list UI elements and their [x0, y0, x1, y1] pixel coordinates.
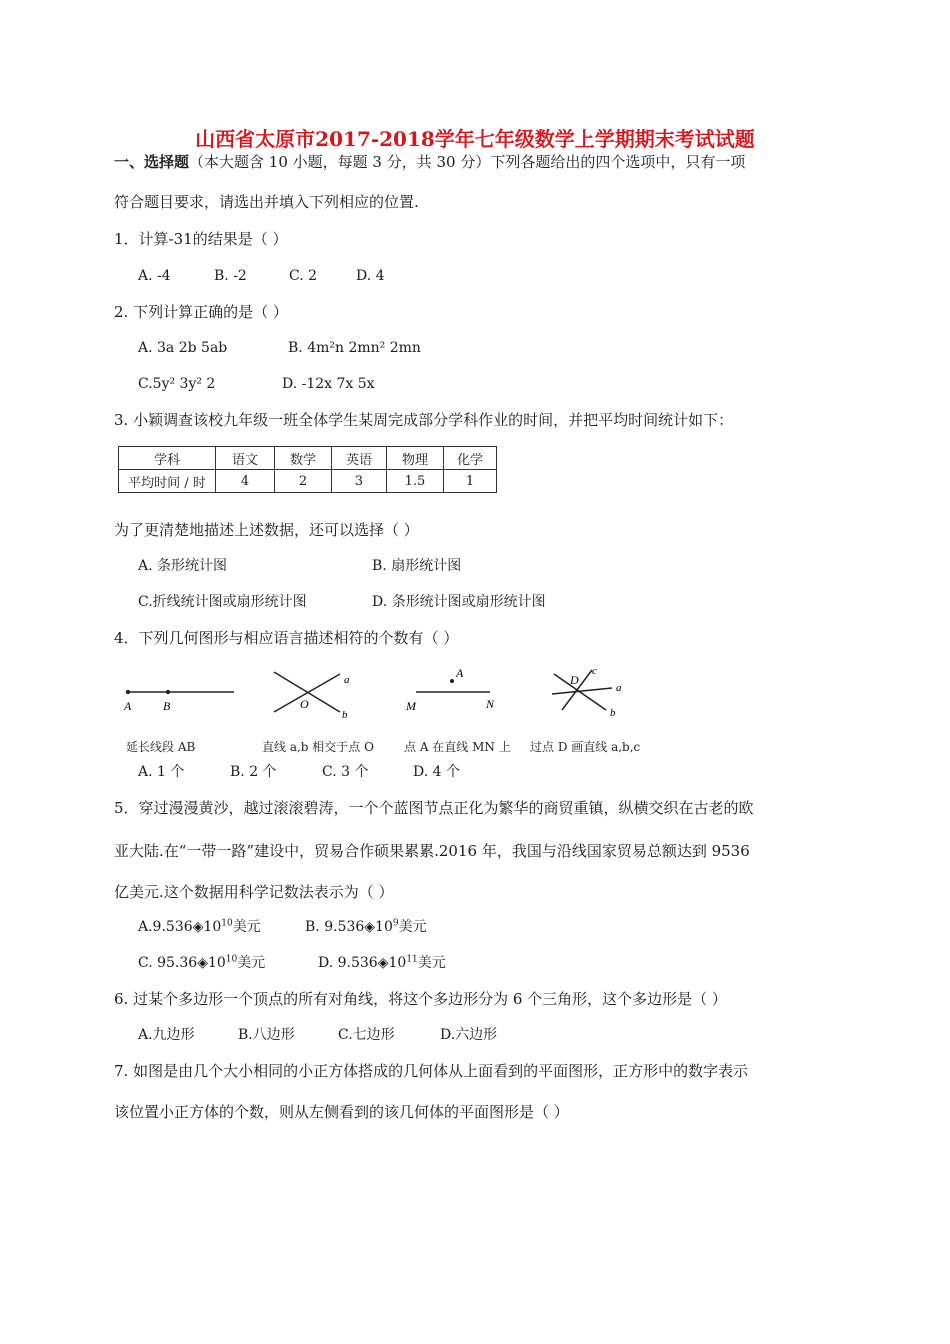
q4-option-c: C. 3 个	[322, 764, 369, 780]
q4-caption-1: 延长线段 AB	[126, 740, 196, 754]
times-sign: ◈10	[377, 955, 407, 971]
q5-option-c	[138, 953, 265, 973]
q1-option-b: B. -2	[214, 268, 247, 284]
q4-option-b: B. 2 个	[230, 764, 277, 780]
q3-table	[118, 446, 497, 493]
q5-option-d	[318, 953, 446, 973]
q1-stem: 1．计算-31的结果是（ ）	[114, 230, 288, 248]
q4-option-a: A. 1 个	[138, 764, 185, 780]
exponent: 10	[221, 918, 233, 929]
point-a	[450, 679, 454, 683]
unit: 美元	[417, 955, 446, 971]
q2-option-c: C.5y² 3y² 2	[138, 376, 216, 392]
exponent: 9	[392, 918, 399, 929]
label-b: b	[610, 707, 616, 719]
table-cell: 3	[332, 470, 387, 493]
unit: 美元	[237, 955, 266, 971]
q5-option-b	[305, 917, 427, 937]
q2-stem: 2. 下列计算正确的是（ ）	[114, 303, 288, 321]
table-header-cell: 化学	[444, 447, 497, 470]
label-b: B	[163, 699, 171, 713]
label-m: M	[406, 699, 416, 713]
q4-figure-intersecting-lines	[262, 664, 362, 722]
table-cell: 2	[275, 470, 332, 493]
label-a: A	[124, 699, 132, 713]
section1-intro	[114, 152, 745, 172]
q5-line-1: 5．穿过漫漫黄沙，越过滚滚碧涛，一个个蓝图节点正化为繁华的商贸重镇，纵横交织在古老的欧	[114, 799, 754, 817]
q3-option-c: C.折线统计图或扇形统计图	[138, 594, 307, 610]
exponent: 10	[225, 954, 238, 965]
table-header-cell: 物理	[387, 447, 444, 470]
times-sign: ◈10	[197, 955, 226, 971]
label-d: D	[570, 673, 579, 687]
option-prefix: B. 9.536	[305, 919, 365, 935]
table-cell: 4	[216, 470, 275, 493]
q6-option-b: B.八边形	[238, 1027, 295, 1043]
q3-option-b: B. 扇形统计图	[372, 558, 462, 574]
table-header-cell: 学科	[119, 447, 216, 470]
option-prefix: D. 9.536	[318, 955, 378, 971]
label-a: a	[344, 674, 350, 686]
q4-option-d: D. 4 个	[413, 764, 460, 780]
q1-option-d: D. 4	[356, 268, 385, 284]
q3-option-d: D. 条形统计图或扇形统计图	[372, 594, 546, 610]
times-sign: ◈10	[364, 919, 393, 935]
table-row	[119, 470, 497, 493]
q4-caption-3: 点 A 在直线 MN 上	[404, 740, 511, 754]
section1-heading: 一、选择题	[114, 153, 190, 171]
q2-option-a: A. 3a 2b 5ab	[138, 340, 228, 356]
page-title: 山西省太原市2017-2018学年七年级数学上学期期末考试试题	[195, 127, 755, 151]
table-cell: 1.5	[387, 470, 444, 493]
point-a	[126, 690, 130, 694]
q5-option-a	[138, 917, 261, 937]
section1-intro-a: （本大题含 10 小题，每题 3 分，共 30 分）下列各题给出的四个选项中，只有一项	[189, 153, 746, 171]
q4-caption-4: 过点 D 画直线 a,b,c	[530, 740, 641, 754]
table-cell: 1	[444, 470, 497, 493]
table-header-cell: 语文	[216, 447, 275, 470]
label-a: a	[616, 682, 622, 694]
q3-question: 为了更清楚地描述上述数据，还可以选择（ ）	[114, 521, 419, 539]
exponent: 11	[406, 954, 418, 965]
table-header-cell: 数学	[275, 447, 332, 470]
q4-stem: 4．下列几何图形与相应语言描述相符的个数有（ ）	[114, 629, 459, 647]
q1-option-c: C. 2	[289, 268, 318, 284]
label-o: O	[300, 697, 309, 711]
q7-line-2: 该位置小正方体的个数，则从左侧看到的该几何体的平面图形是（ ）	[114, 1103, 569, 1121]
q6-option-c: C.七边形	[338, 1027, 395, 1043]
table-row	[119, 447, 497, 470]
option-prefix: A.9.536	[138, 919, 193, 935]
q3-option-a: A. 条形统计图	[138, 558, 228, 574]
q2-option-d: D. -12x 7x 5x	[282, 376, 375, 392]
line-b	[554, 674, 606, 710]
label-b: b	[342, 709, 348, 721]
q3-stem: 3. 小颖调查该校九年级一班全体学生某周完成部分学科作业的时间，并把平均时间统计如下：	[114, 411, 734, 429]
option-prefix: C. 95.36	[138, 955, 198, 971]
q5-line-2: 亚大陆.在“一带一路”建设中，贸易合作硕果累累.2016 年，我国与沿线国家贸易总额达到 9536	[114, 842, 750, 860]
q4-figure-point-line	[400, 664, 510, 722]
q2-option-b: B. 4m²n 2mn² 2mn	[288, 340, 421, 356]
q6-stem: 6. 过某个多边形一个顶点的所有对角线，将这个多边形分为 6 个三角形，这个多边形是（ ）	[114, 990, 727, 1008]
times-sign: ◈10	[192, 919, 222, 935]
q5-line-3: 亿美元.这个数据用科学记数法表示为（ ）	[114, 883, 394, 901]
point-b	[166, 690, 170, 694]
unit: 美元	[232, 919, 261, 935]
q4-caption-2: 直线 a,b 相交于点 O	[262, 740, 374, 754]
section1-intro-b: 符合题目要求，请选出并填入下列相应的位置.	[114, 193, 419, 211]
q6-option-d: D.六边形	[440, 1027, 498, 1043]
label-a: A	[456, 666, 464, 680]
label-n: N	[486, 697, 495, 711]
table-header-cell: 英语	[332, 447, 387, 470]
table-cell: 平均时间 / 时	[119, 470, 216, 493]
unit: 美元	[398, 919, 427, 935]
q1-option-a: A. -4	[138, 268, 171, 284]
q4-figure-segment	[118, 664, 240, 722]
label-c: c	[592, 665, 597, 677]
q6-option-a: A.九边形	[138, 1027, 195, 1043]
q4-figure-three-lines	[546, 664, 646, 722]
q7-line-1: 7. 如图是由几个大小相同的小正方体搭成的几何体从上面看到的平面图形，正方形中的数字表示	[114, 1062, 749, 1080]
